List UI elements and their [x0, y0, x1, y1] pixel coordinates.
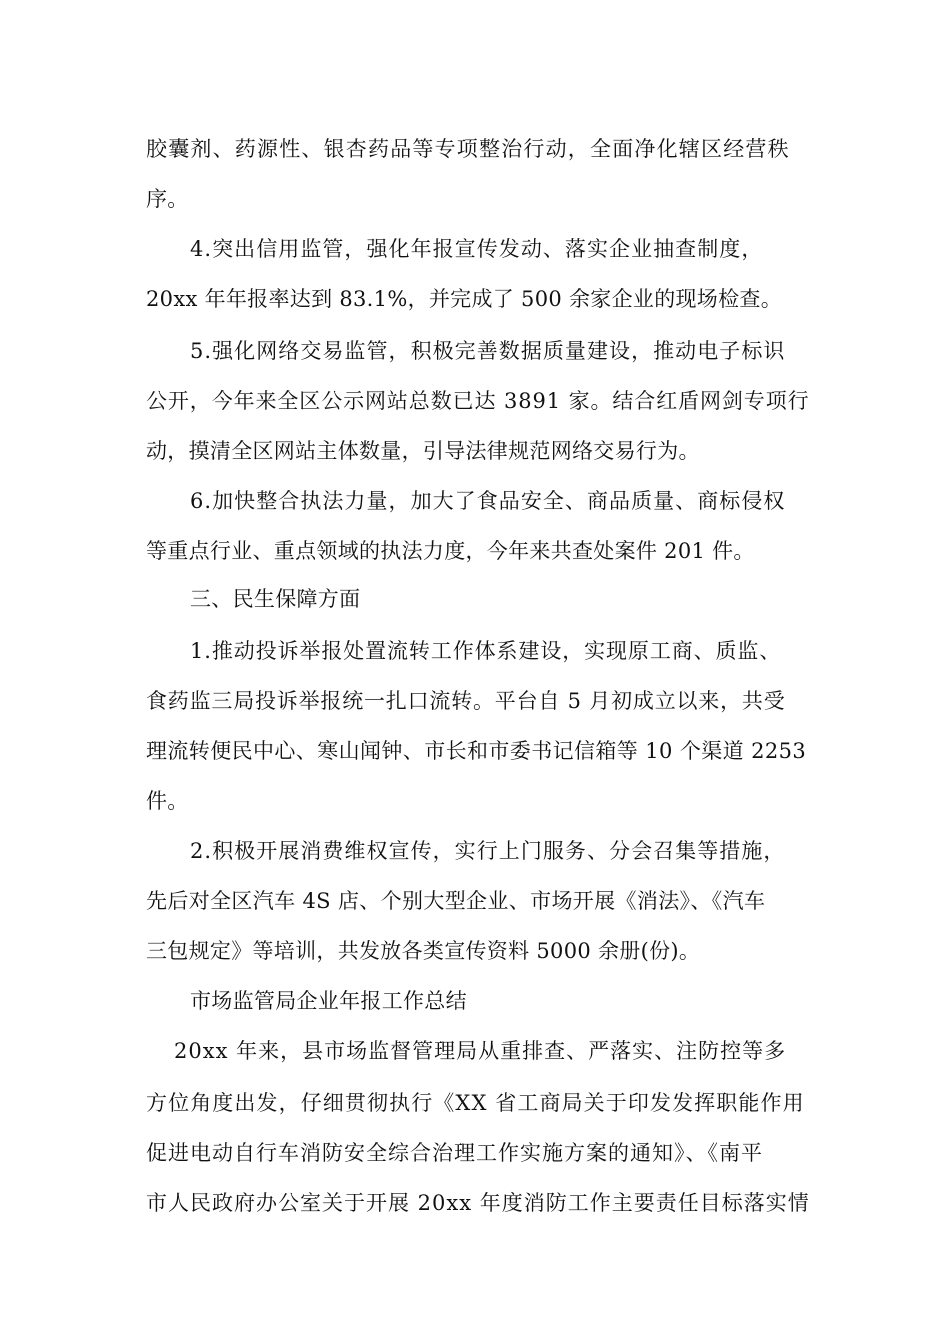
- paragraph-line: 20xx 年来，县市场监督管理局从重排查、严落实、注防控等多: [174, 1039, 787, 1063]
- paragraph-line: 先后对全区汽车 4S 店、个别大型企业、市场开展《消法》、《汽车: [146, 889, 766, 913]
- paragraph-line: 序。: [146, 187, 189, 211]
- paragraph-line: 动，摸清全区网站主体数量，引导法律规范网络交易行为。: [146, 439, 700, 463]
- paragraph-line: 1.推动投诉举报处置流转工作体系建设，实现原工商、质监、: [190, 639, 782, 663]
- paragraph-line: 等重点行业、重点领域的执法力度，今年来共查处案件 201 件。: [146, 539, 755, 563]
- paragraph-line: 5.强化网络交易监管，积极完善数据质量建设，推动电子标识: [190, 339, 786, 363]
- paragraph-line: 20xx 年年报率达到 83.1%，并完成了 500 余家企业的现场检查。: [146, 287, 783, 311]
- paragraph-line: 理流转便民中心、寒山闻钟、市长和市委书记信箱等 10 个渠道 2253: [146, 739, 807, 763]
- paragraph-line: 件。: [146, 789, 189, 813]
- paragraph-line: 4.突出信用监管，强化年报宣传发动、落实企业抽查制度，: [190, 237, 764, 261]
- paragraph-line: 6.加快整合执法力量，加大了食品安全、商品质量、商标侵权: [190, 489, 786, 513]
- paragraph-line: 三包规定》等培训，共发放各类宣传资料 5000 余册(份)。: [146, 939, 701, 963]
- section-title: 市场监管局企业年报工作总结: [190, 989, 467, 1013]
- paragraph-line: 市人民政府办公室关于开展 20xx 年度消防工作主要责任目标落实情: [146, 1191, 810, 1215]
- paragraph-line: 2.积极开展消费维权宣传，实行上门服务、分会召集等措施，: [190, 839, 786, 863]
- section-heading: 三、民生保障方面: [190, 587, 361, 611]
- paragraph-line: 胶囊剂、药源性、银杏药品等专项整治行动，全面净化辖区经营秩: [146, 137, 790, 161]
- paragraph-line: 促进电动自行车消防安全综合治理工作实施方案的通知》、《南平: [146, 1141, 763, 1165]
- paragraph-line: 公开，今年来全区公示网站总数已达 3891 家。结合红盾网剑专项行: [146, 389, 810, 413]
- paragraph-line: 食药监三局投诉举报统一扎口流转。平台自 5 月初成立以来，共受: [146, 689, 786, 713]
- paragraph-line: 方位角度出发，仔细贯彻执行《XX 省工商局关于印发发挥职能作用: [146, 1091, 805, 1115]
